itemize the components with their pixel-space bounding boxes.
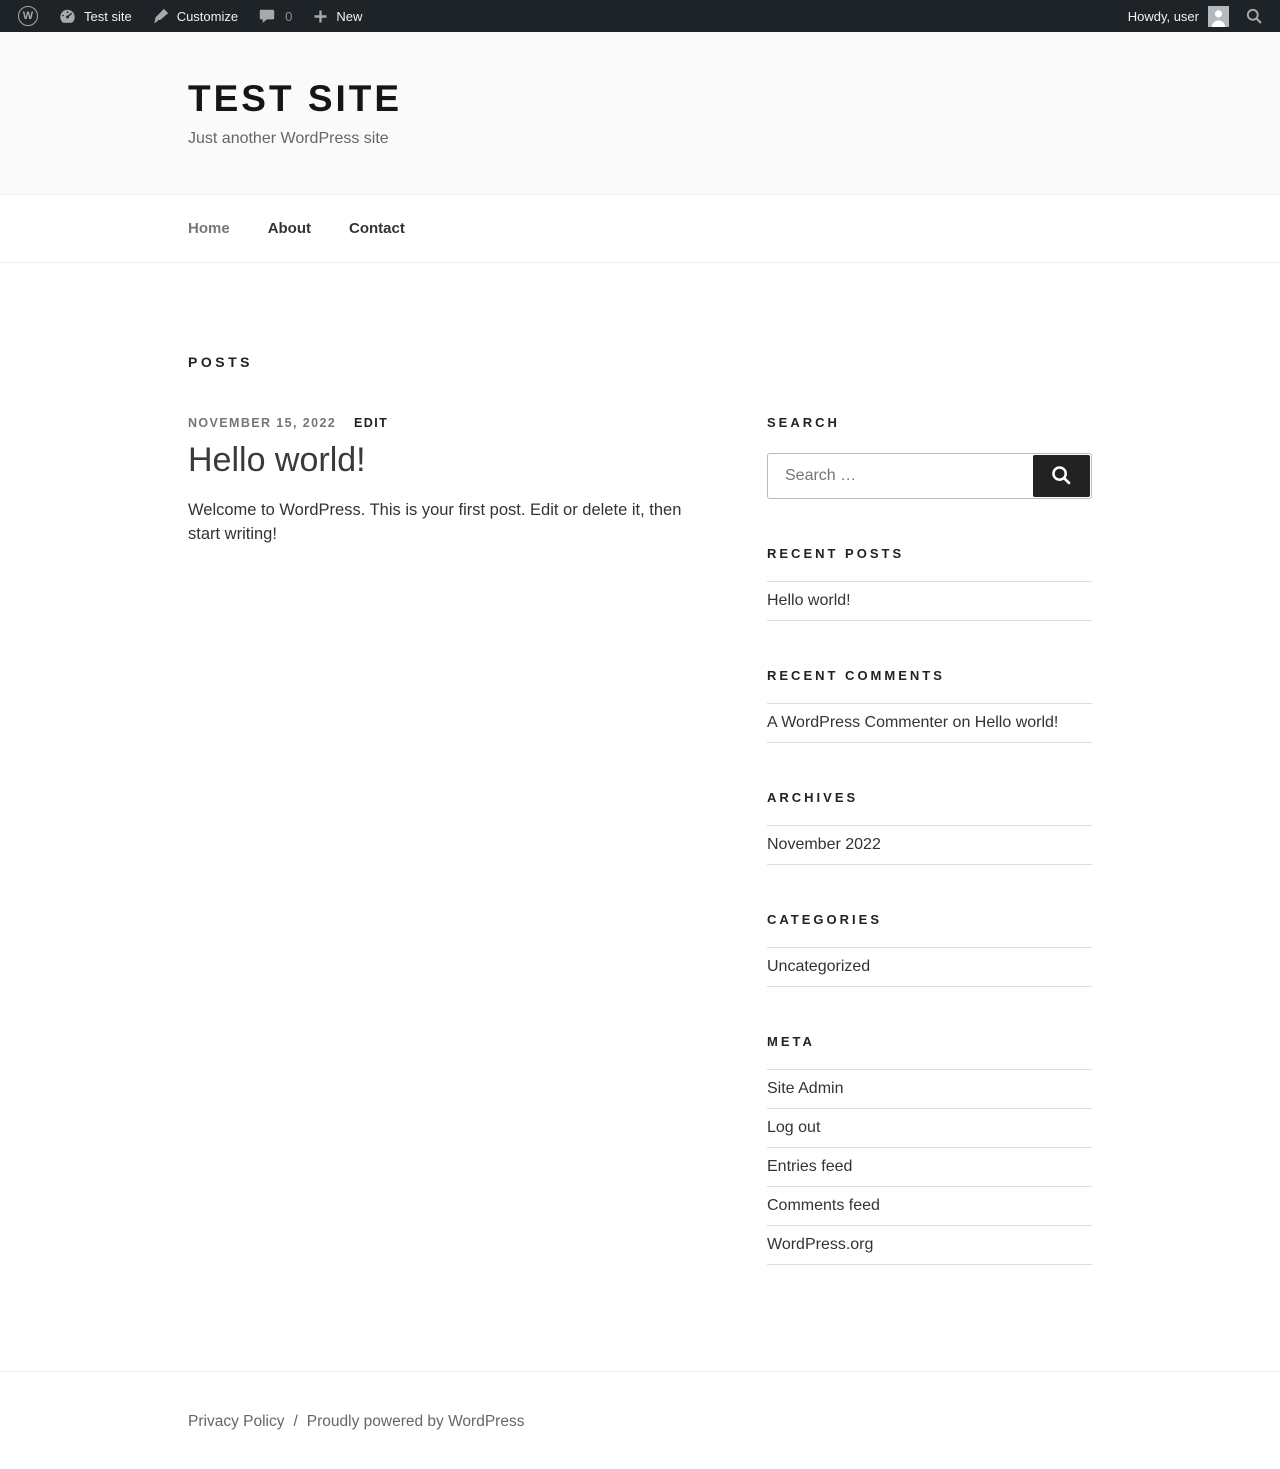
- howdy-label: Howdy, user: [1127, 8, 1199, 24]
- comments-bubble-icon: [258, 7, 276, 25]
- nav-about-link[interactable]: About: [267, 219, 312, 237]
- nav-item-about[interactable]: [268, 195, 349, 262]
- search-submit-button[interactable]: [1033, 455, 1090, 497]
- site-footer: [0, 1371, 1280, 1469]
- nav-item-contact[interactable]: [349, 195, 443, 262]
- list-item: [767, 1187, 1092, 1226]
- wordpress-logo-icon: [18, 6, 38, 26]
- admin-bar-comments[interactable]: [248, 0, 302, 32]
- search-widget: [767, 415, 1092, 499]
- categories-title: CATEGORIES: [767, 911, 882, 927]
- dashboard-icon: [58, 7, 77, 26]
- recent-posts-widget: [767, 546, 1092, 621]
- wp-logo-button[interactable]: [8, 0, 48, 32]
- meta-site-admin-link[interactable]: Site Admin: [767, 1079, 844, 1097]
- archive-link[interactable]: November 2022: [767, 835, 881, 853]
- privacy-policy-link[interactable]: Privacy Policy: [188, 1412, 285, 1430]
- brush-icon: [152, 7, 170, 25]
- recent-posts-title: RECENT POSTS: [767, 545, 905, 561]
- admin-bar-right: [1120, 0, 1272, 32]
- list-item: [767, 704, 1092, 743]
- search-form: [767, 453, 1092, 499]
- meta-entries-feed-link[interactable]: Entries feed: [767, 1157, 853, 1175]
- customize-label: Customize: [176, 8, 239, 24]
- nav-contact-link[interactable]: Contact: [349, 219, 405, 237]
- new-label: New: [336, 8, 363, 24]
- post-title: [188, 440, 713, 481]
- post-date-link[interactable]: NOVEMBER 15, 2022: [188, 415, 337, 430]
- plus-icon: [312, 8, 329, 25]
- meta-comments-feed-link[interactable]: Comments feed: [767, 1196, 880, 1214]
- recent-comments-title: RECENT COMMENTS: [767, 667, 945, 683]
- meta-widget: [767, 1034, 1092, 1265]
- search-icon: [1245, 7, 1264, 26]
- entry-meta: [188, 416, 713, 430]
- admin-bar-search-toggle[interactable]: [1237, 0, 1272, 32]
- footer-separator: /: [293, 1412, 298, 1430]
- archives-title: ARCHIVES: [767, 789, 859, 805]
- powered-by-link[interactable]: Proudly powered by WordPress: [306, 1412, 525, 1430]
- post-edit-link[interactable]: EDIT: [354, 415, 389, 430]
- categories-widget: [767, 912, 1092, 987]
- content-area: [188, 263, 713, 1265]
- recent-comments-widget: [767, 668, 1092, 743]
- category-link[interactable]: Uncategorized: [767, 957, 871, 975]
- nav-item-home[interactable]: [188, 195, 268, 262]
- meta-wordpress-org-link[interactable]: WordPress.org: [767, 1235, 874, 1253]
- comment-connector: on: [948, 713, 975, 731]
- nav-home-link[interactable]: Home: [188, 219, 230, 237]
- sidebar: [767, 263, 1092, 1265]
- recent-post-link[interactable]: Hello world!: [767, 591, 851, 609]
- comment-author-link[interactable]: A WordPress Commenter: [767, 713, 949, 731]
- list-item: [767, 826, 1092, 865]
- list-item: [767, 948, 1092, 987]
- post-article: [188, 416, 713, 546]
- site-content: [188, 263, 1092, 1371]
- comment-post-link[interactable]: Hello world!: [974, 713, 1059, 731]
- admin-bar-new[interactable]: [302, 0, 372, 32]
- post-title-link[interactable]: Hello world!: [188, 440, 366, 479]
- list-item: [767, 582, 1092, 621]
- main-navigation: [0, 194, 1280, 263]
- site-name-label: Test site: [84, 8, 132, 24]
- comment-count: 0: [285, 8, 293, 24]
- page-title: POSTS: [188, 353, 253, 370]
- wp-admin-bar: [0, 0, 1280, 32]
- admin-bar-my-account[interactable]: [1120, 0, 1237, 32]
- archives-widget: [767, 790, 1092, 865]
- search-widget-title: SEARCH: [767, 414, 840, 430]
- admin-bar-customize[interactable]: [142, 0, 248, 32]
- list-item: [767, 1070, 1092, 1109]
- wordpress-logo-glyph: W: [22, 9, 34, 22]
- site-title[interactable]: TEST SITE: [188, 78, 403, 119]
- meta-title: META: [767, 1033, 815, 1049]
- site-header: [0, 32, 1280, 194]
- list-item: [767, 1109, 1092, 1148]
- site-tagline: Just another WordPress site: [188, 129, 389, 147]
- list-item: [767, 1148, 1092, 1187]
- admin-bar-site-name[interactable]: [48, 0, 142, 32]
- avatar: [1208, 6, 1229, 27]
- list-item: [767, 1226, 1092, 1265]
- meta-log-out-link[interactable]: Log out: [767, 1118, 821, 1136]
- post-content: Welcome to WordPress. This is your first post. Edit or delete it, then start writing!: [188, 500, 682, 543]
- magnifier-icon: [1050, 464, 1073, 487]
